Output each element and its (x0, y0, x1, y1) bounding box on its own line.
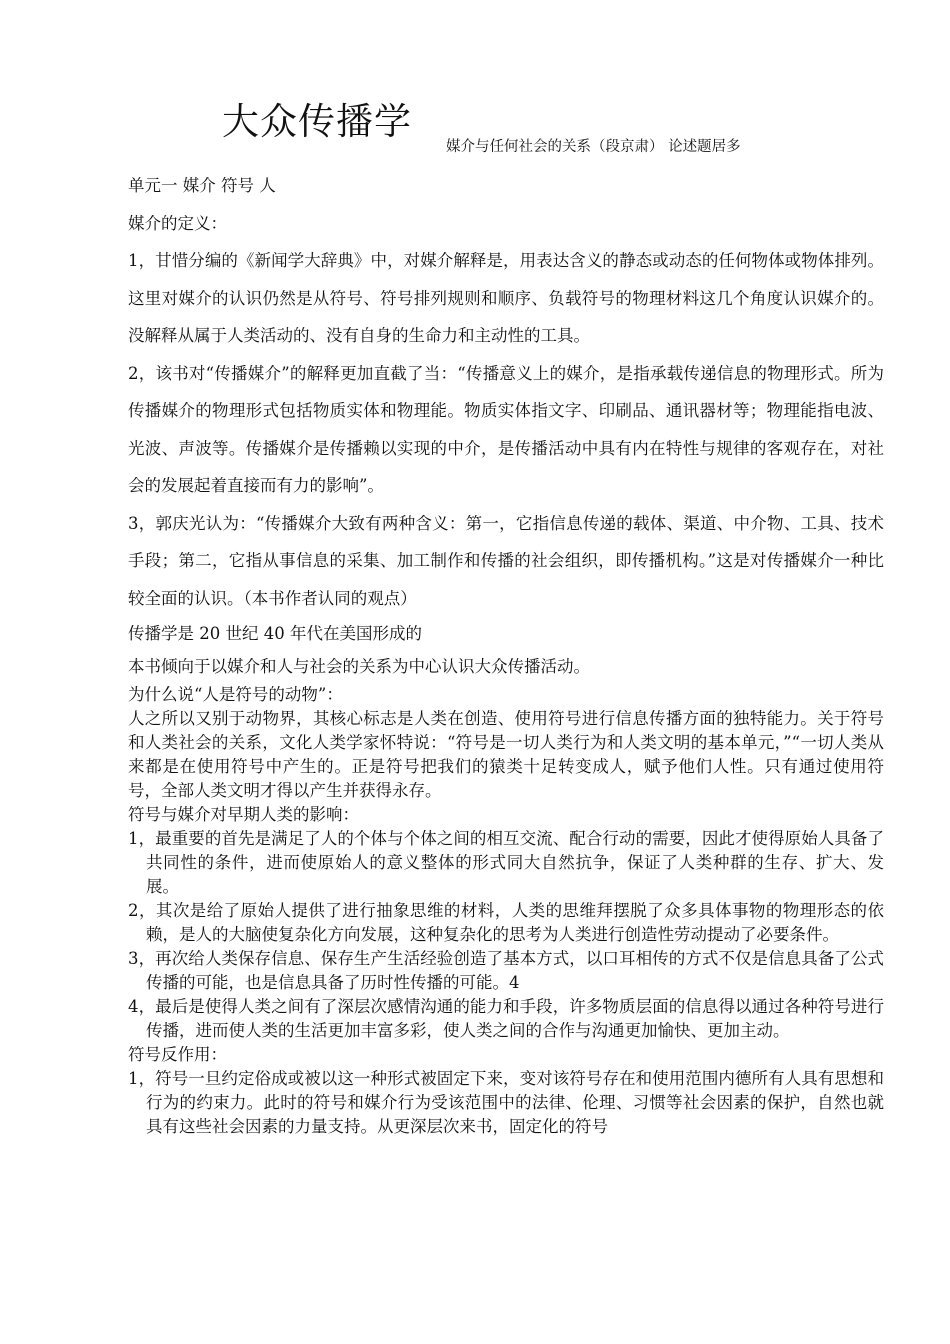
document-body (128, 167, 884, 1139)
early-influence-item-2: 2，其次是给了原始人提供了进行抽象思维的材料，人类的思维拜摆脱了众多具体事物的物理形态的依赖，是人的大脑使复杂化方向发展，这种复杂化的思考为人类进行创造性劳动提动了必要条件。 (128, 901, 884, 944)
symbol-animal-body: 人之所以又别于动物界，其核心标志是人类在创造、使用符号进行信息传播方面的独特能力。关于符号和人类社会的关系，文化人类学家怀特说：“符号是一切人类行为和人类文明的基本单元，”“一切人类从来都是在使用符号中产生的。正是符号把我们的猿类十足转变成人，赋予他们人性。只有通过使用符号，全部人类文明才得以产生并获得永存。 (128, 709, 884, 800)
unit-heading: 单元一 媒介 符号 人 (128, 176, 276, 195)
symbol-animal-heading: 为什么说“人是符号的动物”： (128, 685, 343, 704)
early-influence-heading: 符号与媒介对早期人类的影响： (128, 805, 359, 824)
tendency-line: 本书倾向于以媒介和人与社会的关系为中心认识大众传播活动。 (128, 657, 590, 676)
reaction-heading: 符号反作用： (128, 1045, 227, 1064)
media-definition-heading: 媒介的定义： (128, 213, 227, 233)
media-definition-paragraph-1: 1，甘惜分编的《新闻学大辞典》中，对媒介解释是，用表达含义的静态或动态的任何物体或物体排列。这里对媒介的认识仍然是从符号、符号排列规则和顺序、负载符号的物理材料这几个角度认识媒介的。没解释从属于人类活动的、没有自身的生命力和主动性的工具。 (128, 251, 884, 345)
media-definition-paragraph-2: 2，该书对“传播媒介”的解释更加直截了当：“传播意义上的媒介，是指承载传递信息的物理形式。所为传播媒介的物理形式包括物质实体和物理能。物质实体指文字、印刷品、通讯器材等；物理能指电波、光波、声波等。传播媒介是传播赖以实现的中介，是传播活动中具有内在特性与规律的客观存在，对社会的发展起着直接而有力的影响”。 (128, 363, 884, 495)
reaction-item-1: 1，符号一旦约定俗成或被以这一种形式被固定下来，变对该符号存在和使用范围内德所有人具有思想和行为的约束力。此时的符号和媒介行为受该范围中的法律、伦理、习惯等社会因素的保护，自然也就具有这些社会因素的力量支持。从更深层次来书，固定化的符号 (128, 1069, 884, 1136)
media-definition-paragraph-3: 3，郭庆光认为：“传播媒介大致有两种含义：第一，它指信息传递的载体、渠道、中介物、工具、技术手段；第二，它指从事信息的采集、加工制作和传播的社会组织，即传播机构。”这是对传播媒介一种比较全面的认识。（本书作者认同的观点） (128, 513, 884, 608)
document-subtitle: 媒介与任何社会的关系（段京肃） 论述题居多 (446, 139, 741, 155)
document-title: 大众传播学 (222, 100, 412, 143)
early-influence-item-1: 1，最重要的首先是满足了人的个体与个体之间的相互交流、配合行动的需要，因此才使得原始人具备了共同性的条件，进而使原始人的意义整体的形式同大自然抗争，保证了人类种群的生存、扩大、发展。 (128, 829, 884, 896)
early-influence-item-3: 3，再次给人类保存信息、保存生产生活经验创造了基本方式，以口耳相传的方式不仅是信息具备了公式传播的可能，也是信息具备了历时性传播的可能。4 (128, 949, 884, 992)
origin-line: 传播学是 20 世纪 40 年代在美国形成的 (128, 624, 422, 643)
early-influence-item-4: 4，最后是使得人类之间有了深层次感情沟通的能力和手段，许多物质层面的信息得以通过各种符号进行传播，进而使人类的生活更加丰富多彩，使人类之间的合作与沟通更加愉快、更加主动。 (128, 997, 884, 1040)
